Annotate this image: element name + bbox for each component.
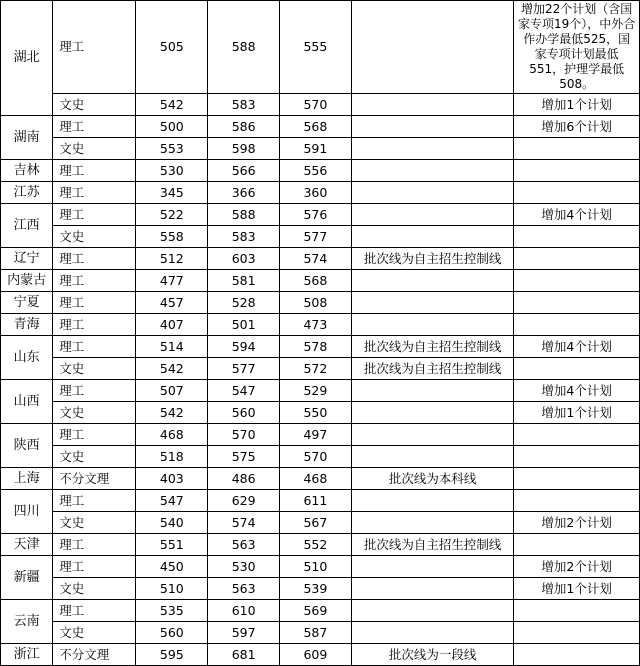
- note-cell: [352, 600, 514, 622]
- table-row: [1, 358, 640, 380]
- note-cell: [352, 270, 514, 292]
- min-score-cell: 552: [279, 534, 351, 556]
- min-score-cell: 555: [279, 1, 351, 94]
- note-cell: 批次线为自主招生控制线: [352, 336, 514, 358]
- subject-cell: 文史: [53, 402, 136, 424]
- min-score-cell: 468: [279, 468, 351, 490]
- control-line-cell: 450: [136, 556, 208, 578]
- plan-cell: [514, 248, 640, 270]
- subject-cell: 理工: [53, 160, 136, 182]
- table-row: [1, 490, 640, 512]
- max-score-cell: 594: [208, 336, 279, 358]
- max-score-cell: 547: [208, 380, 279, 402]
- subject-cell: 理工: [53, 270, 136, 292]
- province-cell: 陕西: [1, 424, 53, 468]
- table-row: [1, 402, 640, 424]
- subject-cell: 理工: [53, 424, 136, 446]
- plan-cell: [514, 446, 640, 468]
- note-cell: 批次线为一段线: [352, 644, 514, 666]
- table-row: [1, 226, 640, 248]
- table-row: [1, 182, 640, 204]
- note-cell: [352, 556, 514, 578]
- table-row: [1, 468, 640, 490]
- control-line-cell: 403: [136, 468, 208, 490]
- plan-cell: [514, 314, 640, 336]
- table-row: [1, 248, 640, 270]
- control-line-cell: 477: [136, 270, 208, 292]
- max-score-cell: 577: [208, 358, 279, 380]
- province-cell: 四川: [1, 490, 53, 534]
- control-line-cell: 505: [136, 1, 208, 94]
- subject-cell: 理工: [53, 204, 136, 226]
- plan-cell: 增加4个计划: [514, 380, 640, 402]
- plan-cell: 增加6个计划: [514, 116, 640, 138]
- max-score-cell: 583: [208, 94, 279, 116]
- subject-cell: 文史: [53, 226, 136, 248]
- max-score-cell: 560: [208, 402, 279, 424]
- subject-cell: 理工: [53, 380, 136, 402]
- table-row: [1, 512, 640, 534]
- subject-cell: 理工: [53, 556, 136, 578]
- max-score-cell: 583: [208, 226, 279, 248]
- note-cell: [352, 204, 514, 226]
- province-cell: 辽宁: [1, 248, 53, 270]
- max-score-cell: 681: [208, 644, 279, 666]
- min-score-cell: 539: [279, 578, 351, 600]
- max-score-cell: 581: [208, 270, 279, 292]
- max-score-cell: 598: [208, 138, 279, 160]
- control-line-cell: 551: [136, 534, 208, 556]
- province-cell: 吉林: [1, 160, 53, 182]
- subject-cell: 文史: [53, 578, 136, 600]
- control-line-cell: 514: [136, 336, 208, 358]
- subject-cell: 文史: [53, 512, 136, 534]
- subject-cell: 理工: [53, 292, 136, 314]
- max-score-cell: 603: [208, 248, 279, 270]
- control-line-cell: 407: [136, 314, 208, 336]
- plan-cell: 增加2个计划: [514, 512, 640, 534]
- min-score-cell: 508: [279, 292, 351, 314]
- province-cell: 青海: [1, 314, 53, 336]
- subject-cell: 不分文理: [53, 644, 136, 666]
- plan-cell: 增加4个计划: [514, 336, 640, 358]
- control-line-cell: 595: [136, 644, 208, 666]
- control-line-cell: 510: [136, 578, 208, 600]
- control-line-cell: 468: [136, 424, 208, 446]
- control-line-cell: 560: [136, 622, 208, 644]
- province-cell: 云南: [1, 600, 53, 644]
- note-cell: [352, 424, 514, 446]
- control-line-cell: 345: [136, 182, 208, 204]
- province-cell: 湖南: [1, 116, 53, 160]
- control-line-cell: 530: [136, 160, 208, 182]
- table-row: [1, 270, 640, 292]
- table-row: [1, 138, 640, 160]
- subject-cell: 理工: [53, 314, 136, 336]
- table-row: [1, 116, 640, 138]
- note-cell: 批次线为自主招生控制线: [352, 358, 514, 380]
- min-score-cell: 611: [279, 490, 351, 512]
- subject-cell: 文史: [53, 446, 136, 468]
- table-body: [1, 1, 640, 666]
- subject-cell: 理工: [53, 336, 136, 358]
- province-cell: 天津: [1, 534, 53, 556]
- subject-cell: 理工: [53, 1, 136, 94]
- max-score-cell: 597: [208, 622, 279, 644]
- control-line-cell: 518: [136, 446, 208, 468]
- control-line-cell: 457: [136, 292, 208, 314]
- plan-cell: 增加4个计划: [514, 204, 640, 226]
- table-row: [1, 292, 640, 314]
- table-row: [1, 94, 640, 116]
- min-score-cell: 591: [279, 138, 351, 160]
- note-cell: [352, 160, 514, 182]
- min-score-cell: 570: [279, 446, 351, 468]
- max-score-cell: 530: [208, 556, 279, 578]
- table-row: [1, 160, 640, 182]
- note-cell: [352, 226, 514, 248]
- max-score-cell: 570: [208, 424, 279, 446]
- table-row: [1, 600, 640, 622]
- plan-cell: 增加1个计划: [514, 578, 640, 600]
- subject-cell: 理工: [53, 534, 136, 556]
- min-score-cell: 497: [279, 424, 351, 446]
- province-cell: 江西: [1, 204, 53, 248]
- control-line-cell: 535: [136, 600, 208, 622]
- note-cell: [352, 314, 514, 336]
- plan-cell: 增加1个计划: [514, 94, 640, 116]
- max-score-cell: 575: [208, 446, 279, 468]
- province-cell: 新疆: [1, 556, 53, 600]
- control-line-cell: 547: [136, 490, 208, 512]
- min-score-cell: 578: [279, 336, 351, 358]
- max-score-cell: 629: [208, 490, 279, 512]
- plan-cell: [514, 292, 640, 314]
- max-score-cell: 588: [208, 204, 279, 226]
- min-score-cell: 587: [279, 622, 351, 644]
- min-score-cell: 574: [279, 248, 351, 270]
- plan-cell: [514, 182, 640, 204]
- subject-cell: 文史: [53, 622, 136, 644]
- table-row: [1, 380, 640, 402]
- province-cell: 湖北: [1, 1, 53, 116]
- max-score-cell: 563: [208, 534, 279, 556]
- note-cell: [352, 292, 514, 314]
- max-score-cell: 610: [208, 600, 279, 622]
- province-cell: 江苏: [1, 182, 53, 204]
- plan-cell: [514, 468, 640, 490]
- subject-cell: 理工: [53, 116, 136, 138]
- control-line-cell: 558: [136, 226, 208, 248]
- note-cell: [352, 446, 514, 468]
- max-score-cell: 486: [208, 468, 279, 490]
- subject-cell: 理工: [53, 248, 136, 270]
- subject-cell: 不分文理: [53, 468, 136, 490]
- control-line-cell: 507: [136, 380, 208, 402]
- min-score-cell: 568: [279, 116, 351, 138]
- table-row: [1, 534, 640, 556]
- max-score-cell: 566: [208, 160, 279, 182]
- note-cell: 批次线为自主招生控制线: [352, 248, 514, 270]
- plan-cell: [514, 226, 640, 248]
- plan-cell: [514, 424, 640, 446]
- province-cell: 浙江: [1, 644, 53, 666]
- table-row: [1, 336, 640, 358]
- min-score-cell: 568: [279, 270, 351, 292]
- plan-cell: [514, 138, 640, 160]
- min-score-cell: 577: [279, 226, 351, 248]
- note-cell: 批次线为自主招生控制线: [352, 534, 514, 556]
- note-cell: [352, 512, 514, 534]
- note-cell: [352, 490, 514, 512]
- min-score-cell: 360: [279, 182, 351, 204]
- plan-cell: [514, 622, 640, 644]
- min-score-cell: 510: [279, 556, 351, 578]
- min-score-cell: 576: [279, 204, 351, 226]
- province-cell: 上海: [1, 468, 53, 490]
- control-line-cell: 500: [136, 116, 208, 138]
- min-score-cell: 550: [279, 402, 351, 424]
- plan-cell: 增加1个计划: [514, 402, 640, 424]
- control-line-cell: 542: [136, 402, 208, 424]
- max-score-cell: 366: [208, 182, 279, 204]
- control-line-cell: 542: [136, 358, 208, 380]
- subject-cell: 文史: [53, 358, 136, 380]
- min-score-cell: 609: [279, 644, 351, 666]
- note-cell: [352, 94, 514, 116]
- table-row: [1, 424, 640, 446]
- plan-cell: [514, 160, 640, 182]
- table-row: [1, 314, 640, 336]
- plan-cell: 增加22个计划（含国家专项19个），中外合作办学最低525，国家专项计划最低551，护理学最低508。: [514, 1, 640, 94]
- note-cell: [352, 116, 514, 138]
- min-score-cell: 572: [279, 358, 351, 380]
- max-score-cell: 586: [208, 116, 279, 138]
- plan-cell: [514, 490, 640, 512]
- note-cell: [352, 622, 514, 644]
- control-line-cell: 540: [136, 512, 208, 534]
- control-line-cell: 553: [136, 138, 208, 160]
- province-cell: 内蒙古: [1, 270, 53, 292]
- subject-cell: 文史: [53, 138, 136, 160]
- province-cell: 宁夏: [1, 292, 53, 314]
- min-score-cell: 567: [279, 512, 351, 534]
- control-line-cell: 522: [136, 204, 208, 226]
- min-score-cell: 556: [279, 160, 351, 182]
- max-score-cell: 563: [208, 578, 279, 600]
- table-row: [1, 204, 640, 226]
- note-cell: [352, 182, 514, 204]
- plan-cell: 增加2个计划: [514, 556, 640, 578]
- subject-cell: 理工: [53, 490, 136, 512]
- max-score-cell: 501: [208, 314, 279, 336]
- table-row: [1, 446, 640, 468]
- province-cell: 山东: [1, 336, 53, 380]
- max-score-cell: 574: [208, 512, 279, 534]
- table-row: [1, 578, 640, 600]
- note-cell: [352, 1, 514, 94]
- table-row: [1, 622, 640, 644]
- note-cell: [352, 380, 514, 402]
- control-line-cell: 542: [136, 94, 208, 116]
- min-score-cell: 569: [279, 600, 351, 622]
- control-line-cell: 512: [136, 248, 208, 270]
- table-row: [1, 556, 640, 578]
- note-cell: [352, 578, 514, 600]
- min-score-cell: 529: [279, 380, 351, 402]
- min-score-cell: 473: [279, 314, 351, 336]
- plan-cell: [514, 534, 640, 556]
- note-cell: 批次线为本科线: [352, 468, 514, 490]
- max-score-cell: 528: [208, 292, 279, 314]
- note-cell: [352, 138, 514, 160]
- plan-cell: [514, 600, 640, 622]
- subject-cell: 理工: [53, 600, 136, 622]
- subject-cell: 文史: [53, 94, 136, 116]
- note-cell: [352, 402, 514, 424]
- plan-cell: [514, 358, 640, 380]
- subject-cell: 理工: [53, 182, 136, 204]
- plan-cell: [514, 270, 640, 292]
- min-score-cell: 570: [279, 94, 351, 116]
- max-score-cell: 588: [208, 1, 279, 94]
- table-row: [1, 1, 640, 94]
- province-cell: 山西: [1, 380, 53, 424]
